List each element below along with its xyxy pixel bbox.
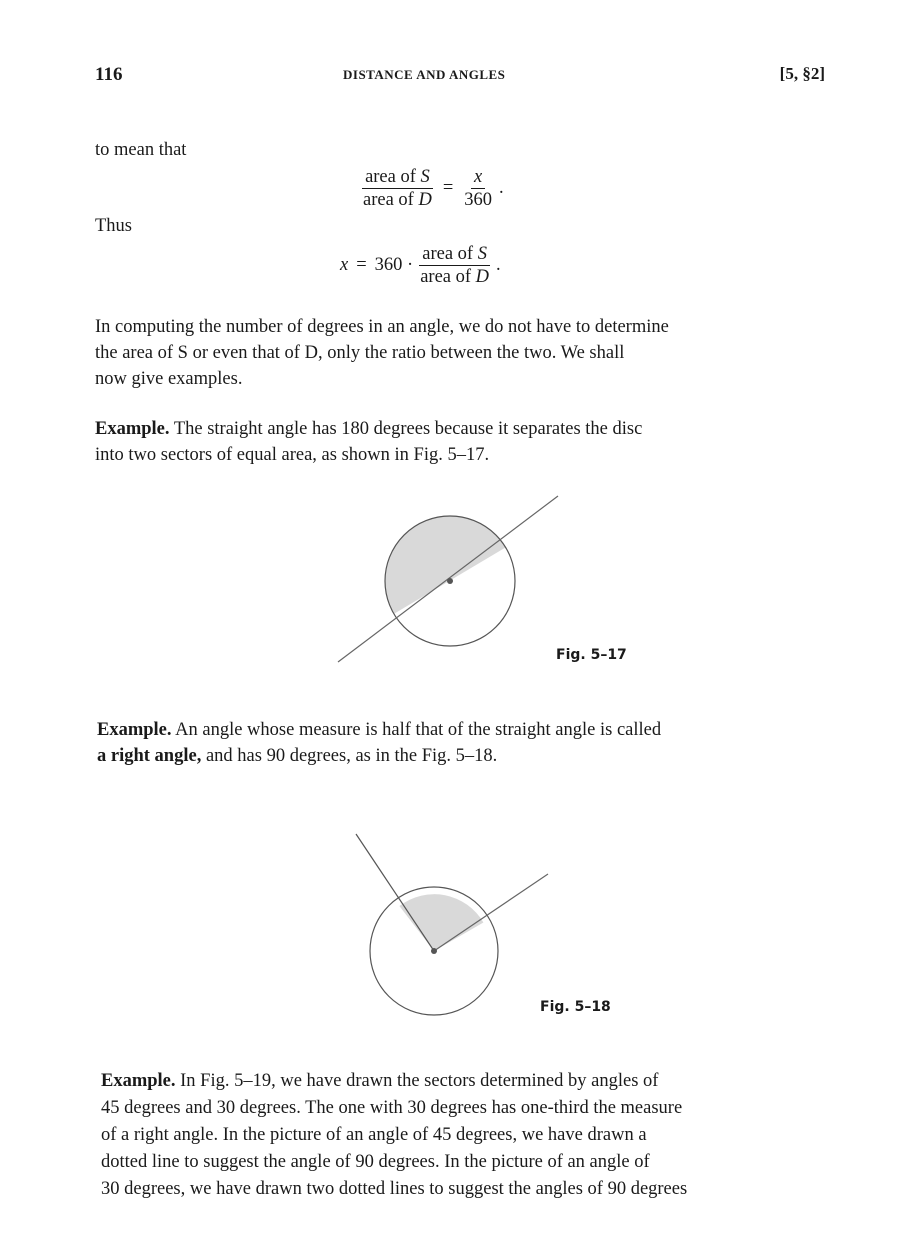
denominator-area-d: area of D [363, 190, 432, 210]
equals-sign: = [442, 178, 454, 198]
angle-ray-1 [356, 834, 434, 951]
example-line [95, 416, 642, 442]
example-line: into two sectors of equal area, as shown in Fig. 5–17. [95, 445, 490, 465]
denominator-area-d-2: area of D [420, 267, 490, 287]
example-line [97, 717, 661, 743]
figure-caption-5-17: Fig. 5–17 [556, 647, 627, 663]
right-angle-term: a right angle, [97, 746, 202, 766]
equals-sign-2: = [356, 255, 367, 275]
page-header [95, 64, 825, 88]
example-line: 30 degrees, we have drawn two dotted lines to suggest the angles of 90 degrees [101, 1179, 688, 1199]
example-line: 45 degrees and 30 degrees. The one with 30 degrees has one-third the measure [101, 1098, 683, 1118]
shaded-sector [399, 894, 483, 951]
thus-text: Thus [95, 216, 132, 236]
vertex-point [431, 948, 437, 954]
vertex-point [447, 578, 453, 584]
example-line: dotted line to suggest the angle of 90 degrees. In the picture of an angle of [101, 1152, 650, 1172]
running-title: DISTANCE AND ANGLES [343, 67, 506, 82]
figure-caption-5-18: Fig. 5–18 [540, 999, 611, 1015]
numerator-area-s-2: area of S [419, 244, 490, 266]
fraction-x-360 [461, 167, 495, 210]
paragraph-line: the area of S or even that of D, only the ratio between the two. We shall [95, 343, 625, 363]
example-text: The straight angle has 180 degrees because it separates the disc [173, 419, 643, 439]
example-line: of a right angle. In the picture of an angle of 45 degrees, we have drawn a [101, 1125, 647, 1145]
fraction-area-ratio-2 [417, 244, 492, 287]
page-number: 116 [95, 64, 123, 85]
example-line [101, 1068, 658, 1094]
example-text: and has 90 degrees, as in the Fig. 5–18. [201, 746, 498, 766]
equation-ratio: $\frac{\text{area of S}}{\text{area of D}}$ = $\frac{x}{360}$ . [360, 167, 504, 210]
example-label: Example. [101, 1071, 176, 1091]
paragraph-line: In computing the number of degrees in an angle, we do not have to determine [95, 317, 669, 337]
section-reference: [5, §2] [779, 64, 825, 83]
example-text: In Fig. 5–19, we have drawn the sectors determined by angles of [180, 1071, 659, 1091]
denominator-360: 360 [464, 190, 493, 210]
numerator-x: x [471, 167, 485, 189]
coefficient-360: 360 · [374, 255, 414, 275]
example-label: Example. [97, 720, 172, 740]
example-label: Example. [95, 419, 170, 439]
figure-5-17 [330, 490, 570, 670]
paragraph-line: now give examples. [95, 369, 243, 389]
figure-5-18 [350, 830, 560, 1030]
fraction-area-ratio [360, 167, 435, 210]
example-text: An angle whose measure is half that of the straight angle is called [175, 720, 662, 740]
shaded-sector [385, 515, 506, 613]
numerator-area-s: area of S [362, 167, 433, 189]
intro-text: to mean that [95, 140, 187, 160]
equation-x: x = 360 · $\frac{\text{area of S}}{\text{area of D}}$ . [340, 244, 501, 287]
lhs-x: x [340, 255, 349, 275]
example-line [97, 743, 497, 769]
